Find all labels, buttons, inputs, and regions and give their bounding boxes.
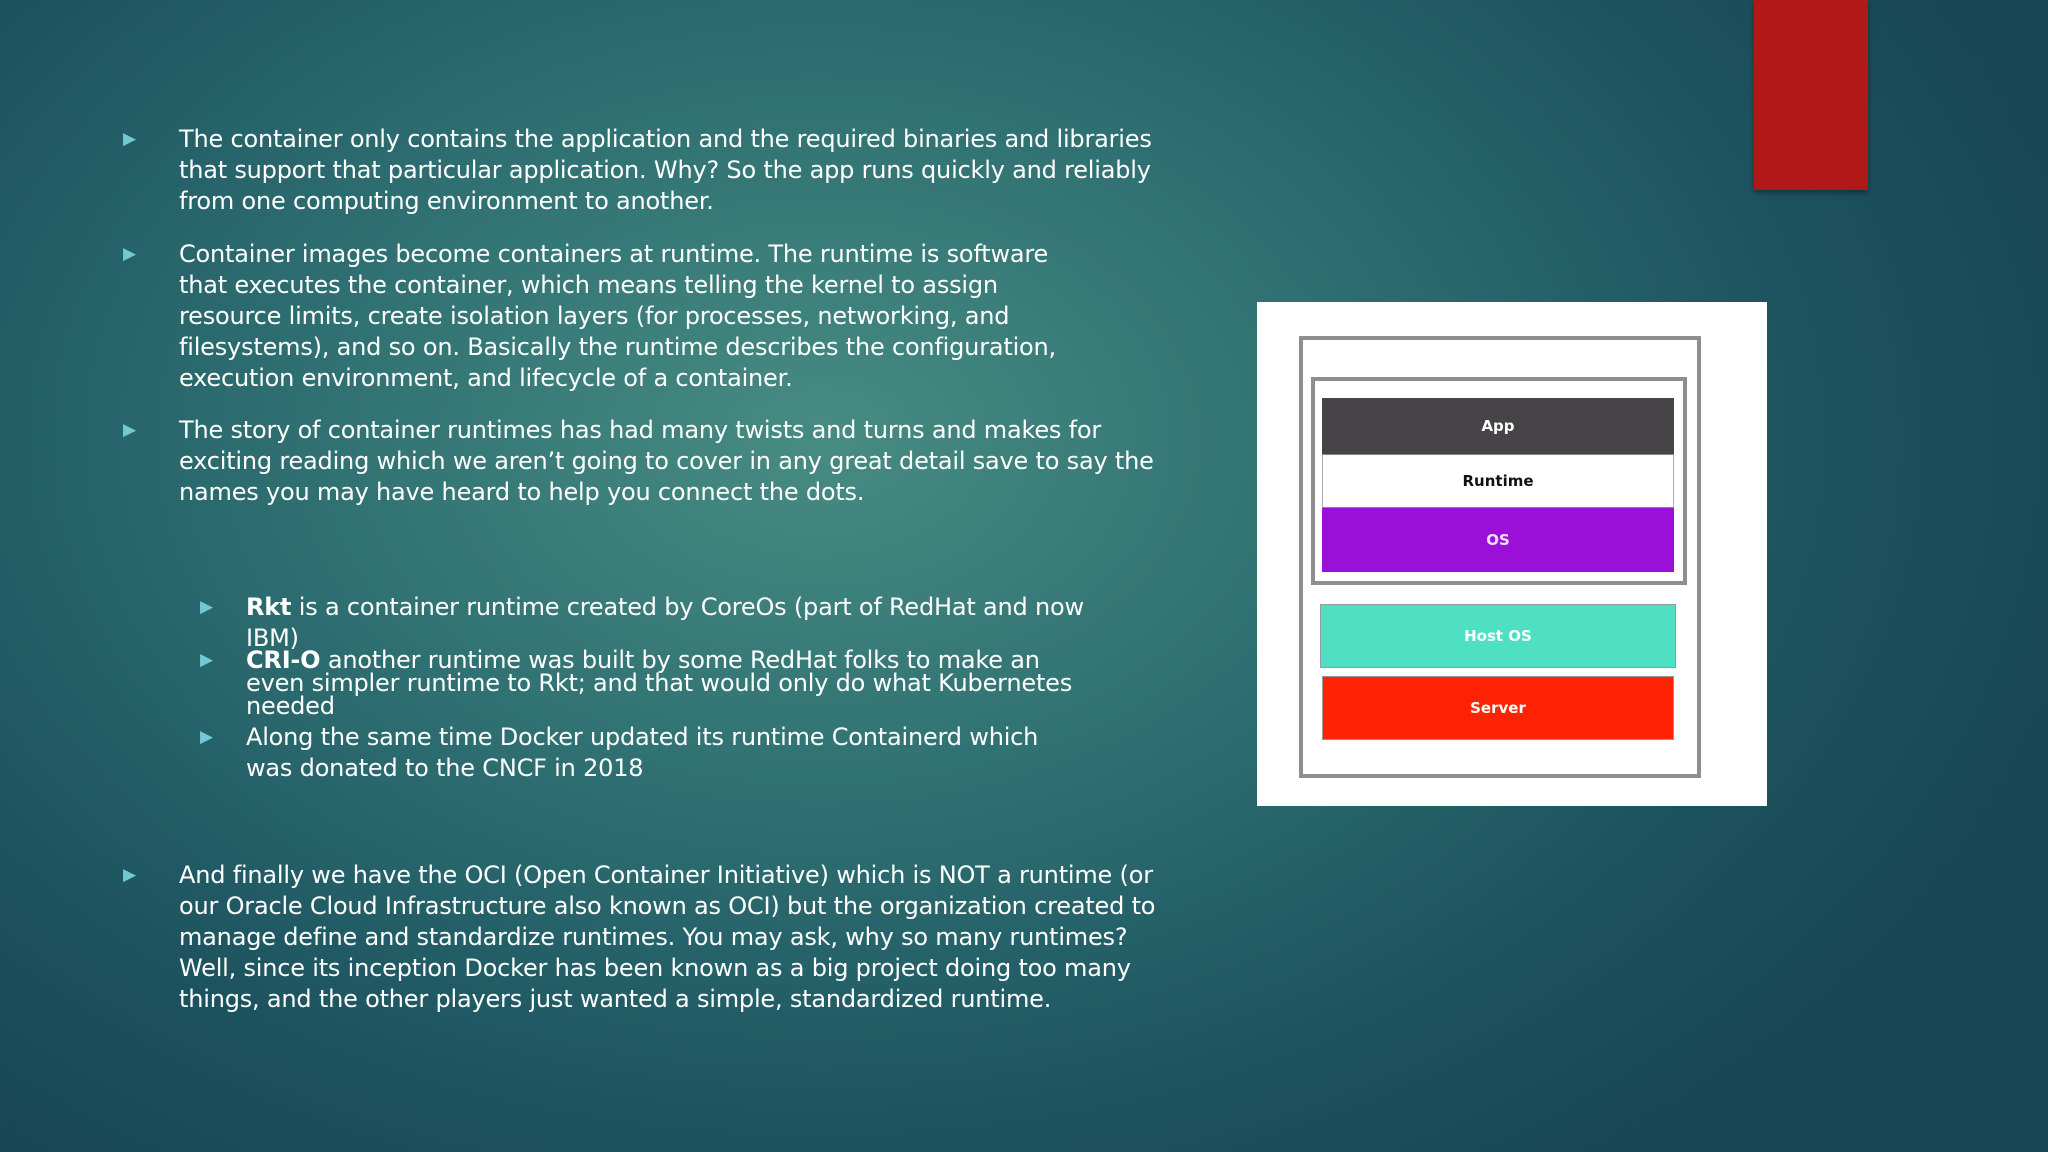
layer-os: OS <box>1322 508 1674 572</box>
container-stack-diagram <box>1257 302 1767 806</box>
layer-host-os: Host OS <box>1320 604 1676 668</box>
bullet-text: Container images become containers at runtime. The runtime is software that executes the container, which means telling the kernel to assign resource limits, create isolation layers (for processes, networking, and filesystems), and so on. Basically the runtime describes the configuration, execution environment, and lifecycle of a container. <box>179 240 1056 392</box>
bullet-text: The container only contains the application and the required binaries and libraries that support that particular application. Why? So the app runs quickly and reliably from one computing environment to another. <box>179 125 1152 215</box>
bullet-arrow-icon: ▶ <box>123 244 136 264</box>
bullet-arrow-icon: ▶ <box>200 597 213 617</box>
sub-bullet-cri-o <box>200 645 1086 720</box>
sub-bullet-text: Along the same time Docker updated its runtime Containerd which was donated to the CNCF in 2018 <box>246 723 1039 782</box>
bullet-arrow-icon: ▶ <box>123 420 136 440</box>
layer-app: App <box>1322 398 1674 454</box>
bullet-text: And finally we have the OCI (Open Container Initiative) which is NOT a runtime (or our Oracle Cloud Infrastructure also known as OCI) but the organization created to manage define and standardize runtimes. You may ask, why so many runtimes? Well, since its inception Docker has been known as a big project doing too many things, and the other players just wanted a simple, standardized runtime. <box>179 861 1156 1013</box>
bullet-container-images <box>123 239 1099 394</box>
layer-server: Server <box>1322 676 1674 740</box>
sub-bullet-term: CRI-O <box>246 646 321 674</box>
bullet-arrow-icon: ▶ <box>123 129 136 149</box>
sub-bullet-term: Rkt <box>246 593 292 621</box>
bullet-text: The story of container runtimes has had many twists and turns and makes for exciting reading which we aren’t going to cover in any great detail save to say the names you may have heard to help you connect the dots. <box>179 416 1154 506</box>
bullet-oci <box>123 860 1159 1015</box>
layer-runtime: Runtime <box>1322 454 1674 508</box>
bullet-runtime-story <box>123 415 1179 508</box>
sub-bullet-text: another runtime was built by some RedHat folks to make an even simpler runtime to Rkt; and that would only do what Kubernetes needed <box>246 646 1073 720</box>
bullet-arrow-icon: ▶ <box>123 865 136 885</box>
bullet-container-contents <box>123 124 1179 217</box>
accent-tab <box>1754 0 1868 190</box>
sub-bullet-containerd <box>200 722 1086 784</box>
bullet-arrow-icon: ▶ <box>200 650 213 670</box>
bullet-arrow-icon: ▶ <box>200 727 213 747</box>
sub-bullet-text: is a container runtime created by CoreOs (part of RedHat and now IBM) <box>246 593 1084 652</box>
